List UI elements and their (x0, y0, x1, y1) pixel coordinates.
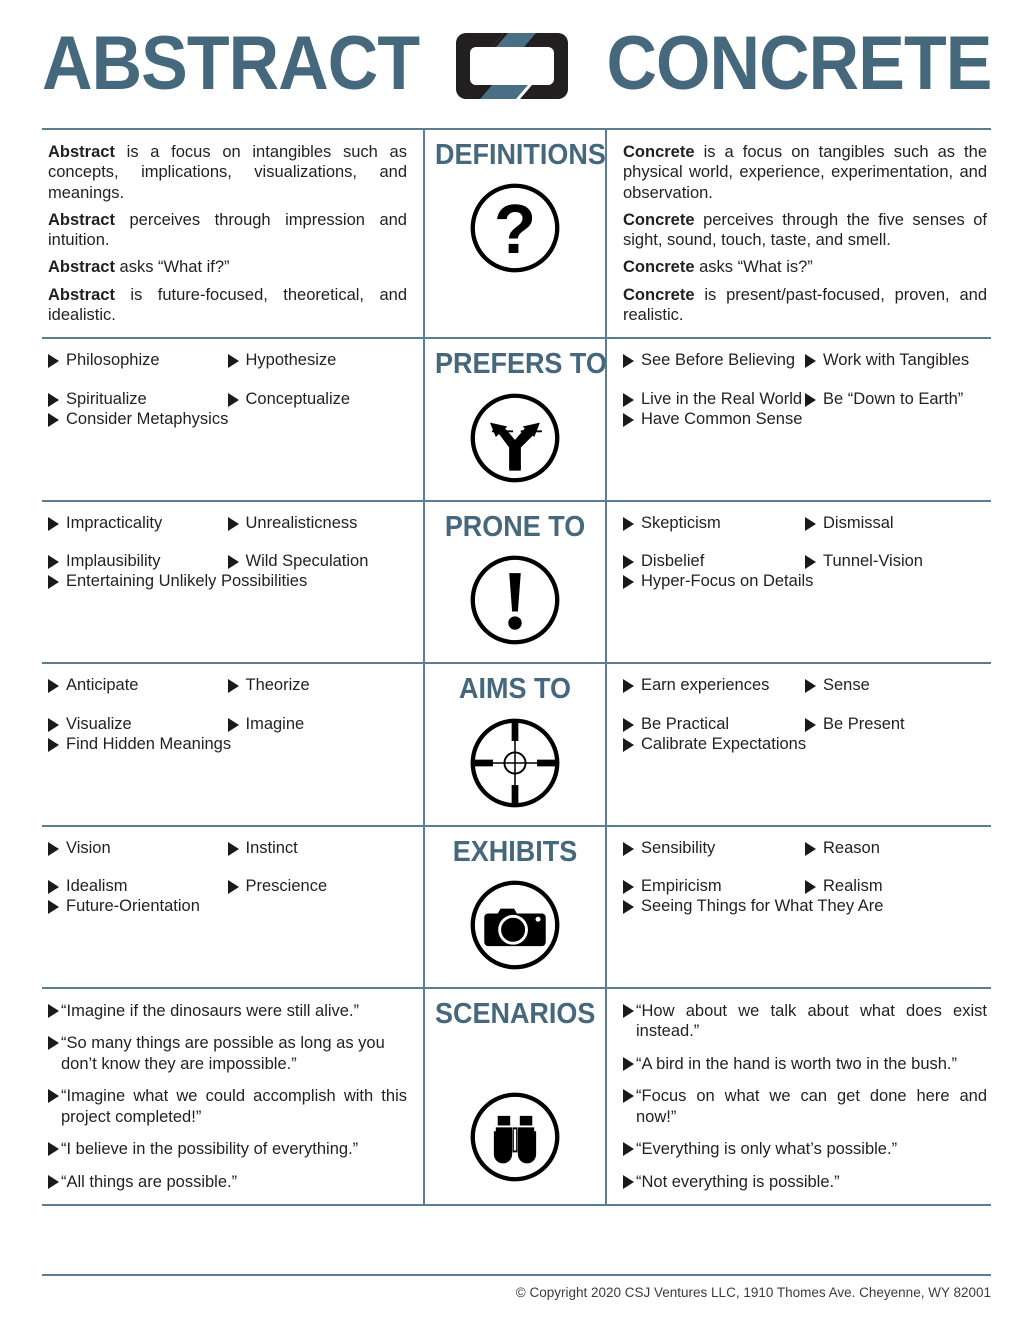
list-item (228, 552, 408, 572)
bullet-list (623, 514, 987, 592)
triangle-bullet-icon (48, 413, 59, 427)
list-item (228, 390, 408, 410)
definition-paragraph (623, 285, 987, 326)
list-item (623, 1172, 987, 1192)
category-label: EXHIBITS (452, 835, 578, 868)
list-item (623, 390, 805, 410)
definition-body: perceives through the five senses of sight, sound, touch, taste, and smell. (623, 210, 987, 250)
bullet-column (48, 735, 407, 755)
triangle-bullet-icon (48, 1089, 59, 1103)
list-item (623, 715, 805, 735)
triangle-bullet-icon (623, 1004, 634, 1018)
bullet-list (48, 676, 407, 754)
category-aims-to (425, 664, 607, 824)
list-item (623, 410, 987, 430)
triangle-bullet-icon (48, 842, 59, 856)
category-label: DEFINITIONS (435, 139, 606, 171)
list-item-label: Have Common Sense (641, 409, 803, 428)
list-item (48, 514, 228, 534)
list-item-label: Be Practical (641, 714, 730, 733)
list-item-label: Tunnel-Vision (823, 552, 923, 571)
triangle-bullet-icon (48, 738, 59, 752)
bullet-column (48, 676, 228, 735)
triangle-bullet-icon (623, 679, 634, 693)
list-item-label: Work with Tangibles (823, 351, 970, 370)
quote-text: “A bird in the hand is worth two in the bush.” (636, 1054, 958, 1073)
triangle-bullet-icon (623, 413, 634, 427)
list-item (623, 839, 805, 859)
list-item (48, 1139, 407, 1159)
triangle-bullet-icon (48, 900, 59, 914)
list-item (48, 877, 228, 897)
scenarios-abstract-cell (42, 989, 425, 1204)
list-item (623, 1086, 987, 1127)
row-prone-to (42, 502, 991, 664)
triangle-bullet-icon (228, 880, 239, 894)
triangle-bullet-icon (48, 1175, 59, 1189)
triangle-bullet-icon (805, 354, 816, 368)
triangle-bullet-icon (623, 555, 634, 569)
bullet-column (228, 514, 408, 573)
quote-text: “So many things are possible as long as you don’t know they are impossible.” (61, 1034, 385, 1073)
definition-paragraph (48, 257, 407, 277)
list-item-label: Sense (823, 676, 870, 695)
triangle-bullet-icon (623, 1142, 634, 1156)
camera-circle-icon (429, 877, 601, 973)
list-item-label: Wild Speculation (245, 552, 369, 571)
triangle-bullet-icon (623, 354, 634, 368)
bullet-column (48, 839, 228, 898)
category-label: SCENARIOS (435, 998, 596, 1030)
triangle-bullet-icon (805, 393, 816, 407)
triangle-bullet-icon (228, 718, 239, 732)
csj-ventures-logo (452, 27, 572, 105)
prefers-to-concrete-cell (607, 339, 991, 499)
triangle-bullet-icon (48, 555, 59, 569)
list-item (805, 676, 987, 696)
list-item (48, 390, 228, 410)
list-item-label: Impracticality (66, 513, 163, 532)
bullet-column (623, 514, 805, 573)
triangle-bullet-icon (623, 393, 634, 407)
triangle-bullet-icon (48, 1004, 59, 1018)
triangle-bullet-icon (48, 1142, 59, 1156)
list-item (623, 514, 805, 534)
list-item (805, 715, 987, 735)
category-exhibits (425, 827, 607, 987)
triangle-bullet-icon (228, 679, 239, 693)
triangle-bullet-icon (48, 393, 59, 407)
category-label: PRONE TO (444, 510, 586, 543)
list-item (623, 351, 805, 371)
triangle-bullet-icon (48, 718, 59, 732)
list-item-label: Visualize (66, 714, 132, 733)
list-item (228, 877, 408, 897)
bullet-column (623, 572, 987, 592)
aims-to-abstract-cell (42, 664, 425, 824)
list-item (623, 572, 987, 592)
list-item-label: Find Hidden Meanings (66, 734, 232, 753)
triangle-bullet-icon (805, 718, 816, 732)
list-item (623, 676, 805, 696)
quote-list (623, 1001, 987, 1192)
list-item-label: Hyper-Focus on Details (641, 572, 814, 591)
triangle-bullet-icon (48, 354, 59, 368)
page-title-abstract: ABSTRACT (42, 21, 420, 106)
category-prone-to (425, 502, 607, 662)
triangle-bullet-icon (623, 575, 634, 589)
definition-body: asks “What if?” (114, 258, 230, 277)
list-item-label: Hypothesize (245, 351, 337, 370)
definition-lead: Abstract (48, 285, 115, 304)
definition-body: asks “What is?” (694, 258, 813, 277)
triangle-bullet-icon (623, 900, 634, 914)
binoculars-circle-icon (429, 1089, 601, 1185)
triangle-bullet-icon (623, 880, 634, 894)
triangle-bullet-icon (48, 575, 59, 589)
list-item-label: Entertaining Unlikely Possibilities (66, 572, 308, 591)
definition-paragraph (623, 210, 987, 251)
row-definitions (42, 130, 991, 339)
bullet-column (805, 839, 987, 898)
list-item (228, 839, 408, 859)
list-item-label: Disbelief (641, 552, 705, 571)
list-item (228, 676, 408, 696)
list-item (805, 351, 987, 371)
list-item (623, 897, 987, 917)
definition-paragraph (48, 142, 407, 203)
triangle-bullet-icon (228, 354, 239, 368)
bullet-column (805, 514, 987, 573)
list-item-label: Imagine (245, 714, 305, 733)
category-prefers-to (425, 339, 607, 499)
bullet-list (48, 514, 407, 592)
category-definitions (425, 130, 607, 337)
definition-lead: Abstract (48, 143, 115, 161)
triangle-bullet-icon (48, 1036, 59, 1050)
list-item-label: Reason (823, 838, 880, 857)
quote-list (48, 1001, 407, 1192)
definition-body: perceives through impression and intuition. (48, 210, 407, 250)
prone-to-abstract-cell (42, 502, 425, 662)
bullet-column (805, 676, 987, 735)
list-item-label: Prescience (245, 877, 328, 896)
list-item (228, 715, 408, 735)
bullet-list (623, 351, 987, 429)
list-item (48, 676, 228, 696)
definition-lead: Concrete (623, 210, 695, 229)
list-item-label: Live in the Real World (641, 390, 803, 409)
crosshair-target-circle-icon (429, 715, 601, 811)
list-item (228, 514, 408, 534)
definition-lead: Abstract (48, 258, 115, 277)
list-item (805, 552, 987, 572)
list-item-label: Instinct (245, 838, 298, 857)
list-item-label: Unrealisticness (245, 513, 358, 532)
list-item (48, 1033, 407, 1074)
list-item (48, 715, 228, 735)
definition-paragraph (623, 142, 987, 203)
exclamation-mark-circle-icon (429, 552, 601, 648)
quote-text: “Not everything is possible.” (636, 1172, 840, 1191)
definition-body: is future-focused, theoretical, and idealistic. (48, 285, 407, 324)
category-label: AIMS TO (459, 673, 571, 706)
bullet-column (48, 572, 407, 592)
list-item-label: Dismissal (823, 513, 894, 532)
comparison-grid (42, 128, 991, 1274)
list-item-label: Conceptualize (245, 390, 351, 409)
bullet-column (805, 351, 987, 410)
row-scenarios (42, 989, 991, 1206)
definitions-abstract-cell (42, 130, 425, 337)
list-item (623, 877, 805, 897)
definition-body: is a focus on tangibles such as the physical world, experience, experimentation, and observation. (623, 143, 987, 202)
list-item (48, 897, 407, 917)
list-item-label: Empiricism (641, 877, 722, 896)
fork-arrow-circle-icon (429, 390, 601, 486)
bullet-list (48, 351, 407, 429)
list-item (623, 1139, 987, 1159)
list-item (623, 552, 805, 572)
list-item-label: Sensibility (641, 838, 716, 857)
triangle-bullet-icon (805, 679, 816, 693)
page-title-concrete: CONCRETE (606, 21, 991, 106)
aims-to-concrete-cell (607, 664, 991, 824)
list-item (48, 410, 407, 430)
list-item-label: Anticipate (66, 676, 139, 695)
triangle-bullet-icon (228, 842, 239, 856)
triangle-bullet-icon (48, 880, 59, 894)
triangle-bullet-icon (805, 880, 816, 894)
bullet-column (228, 351, 408, 410)
quote-text: “I believe in the possibility of everything.” (61, 1140, 359, 1159)
list-item-label: Theorize (245, 676, 310, 695)
list-item-label: Calibrate Expectations (641, 734, 807, 753)
list-item (48, 1172, 407, 1192)
list-item (805, 877, 987, 897)
list-item (48, 1086, 407, 1127)
triangle-bullet-icon (623, 842, 634, 856)
definition-paragraph (48, 210, 407, 251)
bullet-column (48, 897, 407, 917)
definitions-concrete-cell (607, 130, 991, 337)
quote-text: “How about we talk about what does exist instead.” (636, 1002, 987, 1041)
definition-paragraph (48, 285, 407, 326)
definition-body: is present/past-focused, proven, and realistic. (623, 285, 987, 324)
quote-text: “Focus on what we can get done here and now!” (636, 1087, 987, 1126)
bullet-list (623, 839, 987, 917)
list-item (48, 839, 228, 859)
list-item (623, 1054, 987, 1074)
category-scenarios (425, 989, 607, 1204)
bullet-list (48, 839, 407, 917)
quote-text: “Imagine what we could accomplish with this project completed!” (61, 1087, 407, 1126)
quote-text: “All things are possible.” (61, 1172, 238, 1191)
triangle-bullet-icon (623, 1057, 634, 1071)
triangle-bullet-icon (805, 555, 816, 569)
list-item-label: Philosophize (66, 351, 160, 370)
bullet-column (48, 351, 228, 410)
bullet-column (623, 735, 987, 755)
list-item (48, 735, 407, 755)
quote-text: “Everything is only what’s possible.” (636, 1140, 898, 1159)
triangle-bullet-icon (623, 738, 634, 752)
quote-text: “Imagine if the dinosaurs were still alive.” (61, 1002, 360, 1020)
bullet-column (623, 410, 987, 430)
exhibits-concrete-cell (607, 827, 991, 987)
bullet-column (48, 410, 407, 430)
list-item-label: Consider Metaphysics (66, 409, 229, 428)
prefers-to-abstract-cell (42, 339, 425, 499)
list-item-label: See Before Believing (641, 351, 796, 370)
list-item-label: Skepticism (641, 513, 721, 532)
triangle-bullet-icon (623, 1175, 634, 1189)
list-item (623, 1001, 987, 1042)
list-item-label: Earn experiences (641, 676, 770, 695)
definition-lead: Abstract (48, 210, 115, 229)
definition-lead: Concrete (623, 285, 695, 304)
row-aims-to (42, 664, 991, 826)
list-item (48, 351, 228, 371)
triangle-bullet-icon (805, 842, 816, 856)
list-item (48, 552, 228, 572)
category-label: PREFERS TO (435, 348, 607, 381)
list-item-label: Seeing Things for What They Are (641, 897, 884, 916)
bullet-column (623, 676, 805, 735)
svg-text:?: ? (493, 190, 537, 269)
triangle-bullet-icon (623, 1089, 634, 1103)
list-item (805, 839, 987, 859)
list-item (805, 390, 987, 410)
bullet-column (623, 839, 805, 898)
triangle-bullet-icon (48, 679, 59, 693)
copyright-footer: © Copyright 2020 CSJ Ventures LLC, 1910 Thomes Ave. Cheyenne, WY 82001 (515, 1285, 991, 1301)
list-item-label: Realism (823, 877, 883, 896)
row-prefers-to (42, 339, 991, 501)
list-item (48, 1001, 407, 1021)
question-mark-circle-icon (429, 180, 601, 276)
row-exhibits (42, 827, 991, 989)
page-header (0, 0, 1025, 128)
list-item-label: Implausibility (66, 552, 161, 571)
list-item (623, 735, 987, 755)
definition-body: is a focus on intangibles such as concepts, implications, visualizations, and meanings. (48, 143, 407, 202)
bullet-column (48, 514, 228, 573)
bullet-column (623, 897, 987, 917)
definition-lead: Concrete (623, 258, 695, 277)
list-item-label: Be Present (823, 714, 905, 733)
triangle-bullet-icon (623, 718, 634, 732)
list-item (805, 514, 987, 534)
bullet-column (623, 351, 805, 410)
bullet-column (228, 839, 408, 898)
triangle-bullet-icon (228, 393, 239, 407)
triangle-bullet-icon (623, 517, 634, 531)
list-item-label: Spiritualize (66, 390, 147, 409)
bullet-list (623, 676, 987, 754)
definition-lead: Concrete (623, 143, 695, 161)
triangle-bullet-icon (228, 555, 239, 569)
bullet-column (228, 676, 408, 735)
scenarios-concrete-cell (607, 989, 991, 1204)
prone-to-concrete-cell (607, 502, 991, 662)
list-item-label: Vision (66, 838, 111, 857)
definition-paragraph (623, 257, 987, 277)
exhibits-abstract-cell (42, 827, 425, 987)
list-item-label: Be “Down to Earth” (823, 390, 964, 409)
bottom-spacer (42, 1206, 991, 1274)
triangle-bullet-icon (805, 517, 816, 531)
list-item-label: Idealism (66, 877, 128, 896)
triangle-bullet-icon (228, 517, 239, 531)
list-item (228, 351, 408, 371)
list-item-label: Future-Orientation (66, 897, 200, 916)
list-item (48, 572, 407, 592)
triangle-bullet-icon (48, 517, 59, 531)
